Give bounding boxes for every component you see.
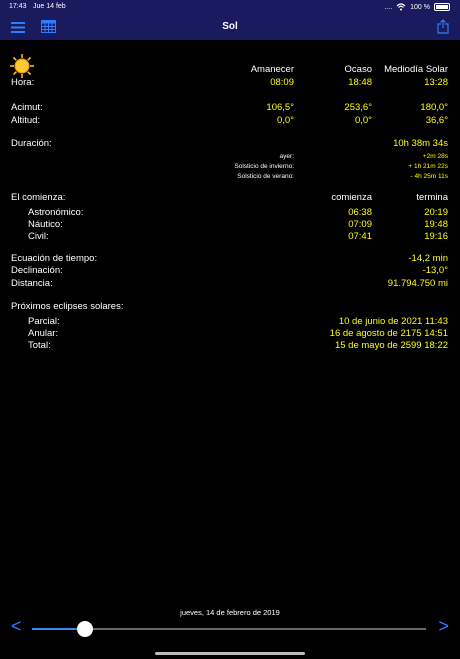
altitud-label: Altitud:	[11, 115, 41, 126]
home-indicator	[155, 652, 305, 655]
astronomico-start: 06:38	[348, 207, 372, 218]
sun-icon	[10, 54, 34, 78]
invierno-value: + 1h 21m 22s	[408, 163, 448, 170]
nav-bar	[0, 14, 460, 40]
ayer-label: ayer:	[279, 153, 294, 160]
ecuacion-label: Ecuación de tiempo:	[11, 253, 98, 264]
declinacion-value: -13,0°	[422, 265, 448, 276]
battery-icon	[434, 3, 450, 11]
crepusculo-label: El comienza:	[11, 192, 66, 203]
altitud-sunset: 0,0°	[354, 115, 372, 126]
nautico-start: 07:09	[348, 219, 372, 230]
status-date: Jue 14 feb	[33, 3, 66, 10]
distancia-label: Distancia:	[11, 278, 53, 289]
parcial-label: Parcial:	[28, 316, 60, 327]
slider-knob[interactable]	[77, 621, 93, 637]
civil-end: 19:16	[424, 231, 448, 242]
total-label: Total:	[28, 340, 51, 351]
prev-day-button[interactable]: <	[11, 616, 22, 636]
acimut-noon: 180,0°	[420, 102, 448, 113]
hora-sunset: 18:48	[348, 77, 372, 88]
next-day-button[interactable]: >	[438, 616, 449, 636]
header-sunrise: Amanecer	[250, 64, 294, 75]
verano-value: - 4h 25m 11s	[410, 173, 448, 180]
altitud-noon: 36,6°	[425, 115, 448, 126]
signal-dots: ....	[384, 3, 393, 11]
astronomico-end: 20:19	[424, 207, 448, 218]
declinacion-label: Declinación:	[11, 265, 63, 276]
hora-noon: 13:28	[424, 77, 448, 88]
nautico-end: 19:48	[424, 219, 448, 230]
date-slider-bar	[0, 600, 460, 659]
acimut-sunrise: 106,5°	[266, 102, 294, 113]
distancia-value: 91.794.750 mi	[387, 278, 448, 289]
acimut-label: Acimut:	[11, 102, 43, 113]
civil-start: 07:41	[348, 231, 372, 242]
status-right	[384, 3, 450, 11]
crepusculo-col-start: comienza	[331, 192, 372, 203]
header-noon: Mediodía Solar	[384, 64, 448, 75]
hora-sunrise: 08:09	[270, 77, 294, 88]
share-icon[interactable]	[437, 19, 449, 34]
page-title: Sol	[222, 21, 238, 32]
parcial-value: 10 de junio de 2021 11:43	[338, 316, 448, 327]
ecuacion-value: -14,2 min	[408, 253, 448, 264]
date-slider[interactable]	[32, 628, 426, 630]
invierno-label: Solsticio de invierno:	[234, 163, 294, 170]
ayer-value: +2m 28s	[422, 153, 448, 160]
nautico-label: Náutico:	[28, 219, 63, 230]
altitud-sunrise: 0,0°	[276, 115, 294, 126]
duracion-value: 10h 38m 34s	[393, 138, 448, 149]
status-time: 17:43	[9, 3, 27, 10]
astronomico-label: Astronómico:	[28, 207, 84, 218]
selected-date: jueves, 14 de febrero de 2019	[180, 608, 280, 617]
battery-percent: 100 %	[410, 3, 430, 11]
civil-label: Civil:	[28, 231, 49, 242]
header-sunset: Ocaso	[344, 64, 372, 75]
acimut-sunset: 253,6°	[344, 102, 372, 113]
crepusculo-col-end: termina	[416, 192, 448, 203]
verano-label: Solsticio de verano:	[237, 173, 294, 180]
status-bar	[0, 0, 460, 14]
hora-label: Hora:	[11, 77, 35, 88]
anular-value: 16 de agosto de 2175 14:51	[329, 328, 448, 339]
anular-label: Anular:	[28, 328, 59, 339]
eclipses-label: Próximos eclipses solares:	[11, 301, 124, 312]
wifi-icon	[396, 3, 406, 11]
duracion-label: Duración:	[11, 138, 52, 149]
total-value: 15 de mayo de 2599 18:22	[334, 340, 448, 351]
